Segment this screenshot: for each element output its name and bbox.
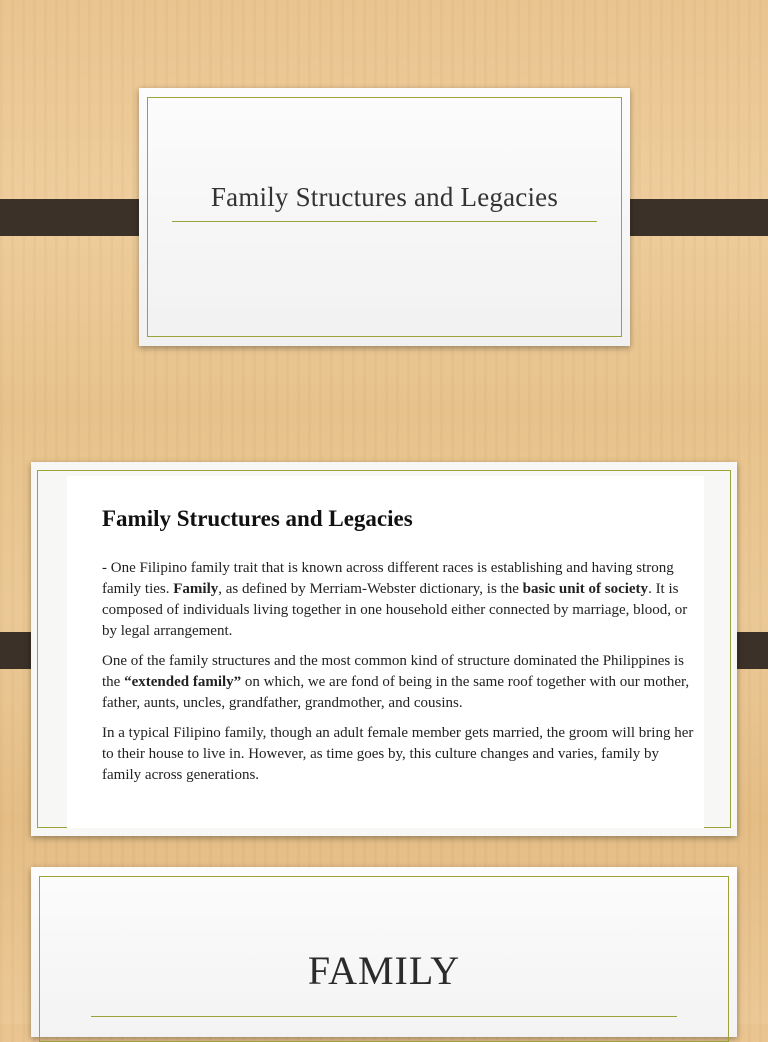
slide-1[interactable] — [139, 88, 630, 346]
decorative-strip-right-1 — [614, 199, 768, 236]
slide-2[interactable] — [31, 462, 737, 836]
bold-term: basic unit of society — [522, 581, 649, 597]
title-underline — [91, 1016, 677, 1017]
text-run: , as defined by Merriam-Webster dictionary, is the — [218, 581, 523, 597]
document-heading: Family Structures and Legacies — [102, 506, 413, 531]
document-image — [67, 476, 704, 828]
decorative-strip-left-1 — [0, 199, 155, 236]
title-underline — [172, 221, 597, 222]
text-run: . It is composed of individuals living together in one household either connected by marriage, blood, or by legal arrangement. — [102, 581, 688, 639]
paragraph-1 — [102, 558, 700, 642]
slide-frame — [147, 97, 622, 337]
bold-term: Family — [173, 581, 219, 597]
text-run: One of the family structures and the most common kind of structure dominated the Philippines is the — [102, 653, 684, 690]
paragraph-3: In a typical Filipino family, though an adult female member gets married, the groom will bring her to their house to live in. However, as time goes by, this culture changes and varies, family by family across generations. — [102, 725, 694, 783]
slide-title: Family Structures and Legacies — [210, 182, 559, 212]
document-body — [102, 558, 700, 795]
paragraph-2 — [102, 651, 700, 714]
slide-3[interactable] — [31, 867, 737, 1037]
text-run: - One Filipino family trait that is known across different races is establishing and having strong family ties. — [102, 560, 674, 597]
bold-term: “extended family” — [124, 674, 242, 690]
slide-title: FAMILY — [307, 948, 461, 993]
text-run: on which, we are fond of being in the same roof together with our mother, father, aunts, uncles, grandfather, grandmother, and cousins. — [102, 674, 690, 711]
